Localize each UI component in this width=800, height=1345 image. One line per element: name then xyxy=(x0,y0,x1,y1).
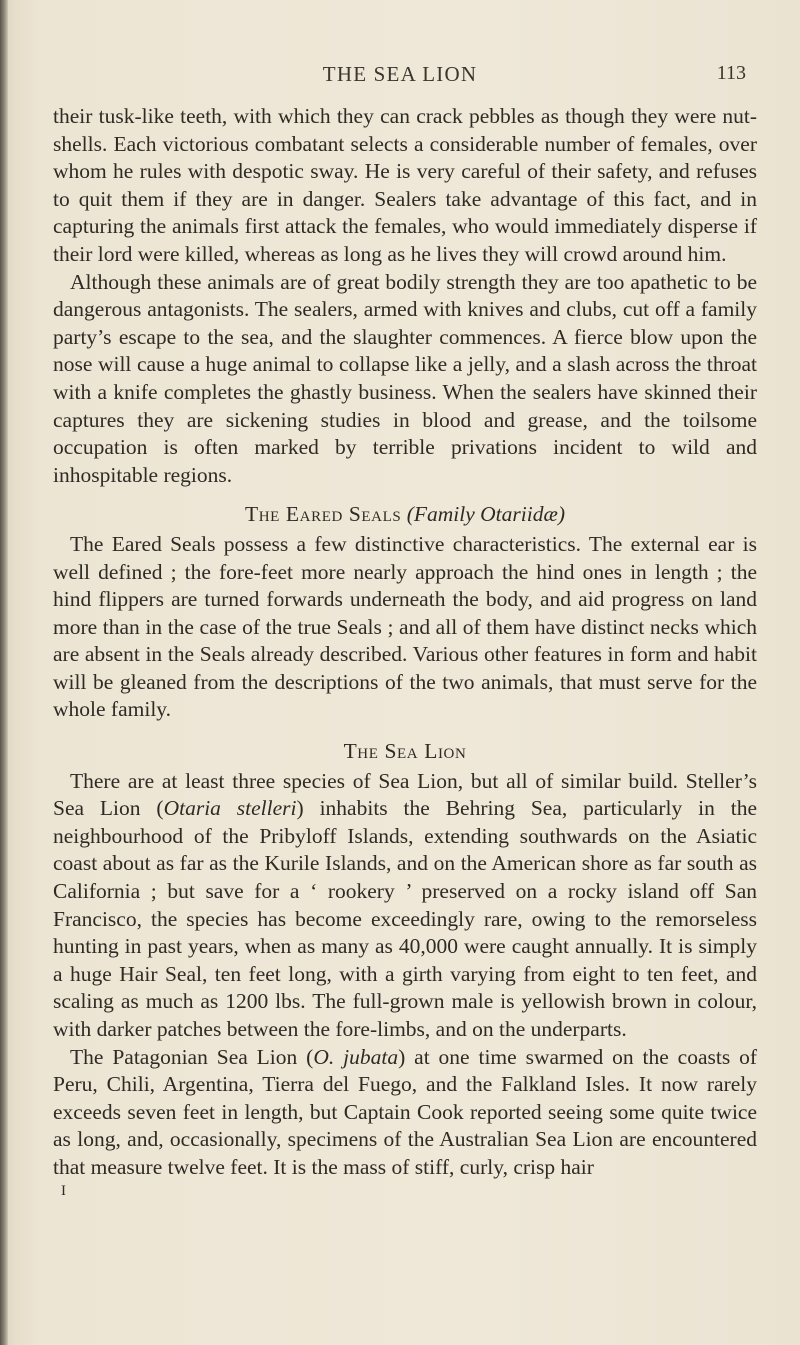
paragraph-patagonian xyxy=(53,1044,757,1182)
paragraph-continued: their tusk-like teeth, with which they can crack pebbles as though they were nut-shells. Each victorious combatant selects a considerable number of females, over whom he rules with despotic sway. He is very careful of their safety, and refuses to quit them if they are in danger. Sealers take advantage of this fact, and in capturing the animals first attack the females, who would immediately disperse if their lord were killed, whereas as long as he lives they will crowd around him. xyxy=(53,104,757,266)
paragraph-steller-start: There are at least three species of Sea Lion, but all of similar build. Steller’s Sea Lion ( xyxy=(53,768,757,821)
body-text xyxy=(53,103,757,1200)
heading-eared-seals-title: The Eared Seals xyxy=(245,502,402,527)
page-binding-shadow xyxy=(0,0,8,1345)
species-name-o-jubata: O. jubata xyxy=(313,1044,399,1069)
paragraph-steller-rest: ) inhabits the Behring Sea, particularly in the neighbourhood of the Pribyloff Islands, extending southwards on the Asiatic coast about as far as the Kurile Islands, and on the American shore as far south as California ; but save for a ‘ rookery ’ preserved on a rocky island off San Francisco, the species has become exceedingly rare, owing to the remorseless hunting in past years, when as many as 40,000 were caught annually. It is simply a huge Hair Seal, ten feet long, with a girth varying from eight to ten feet, and scaling as much as 1200 lbs. The full-grown male is yellowish brown in colour, with darker patches between the fore-limbs, and on the underparts. xyxy=(53,796,757,1041)
paragraph-steller xyxy=(53,768,757,1044)
heading-close-paren: ) xyxy=(557,502,565,527)
running-header xyxy=(0,62,800,92)
heading-sea-lion: The Sea Lion xyxy=(343,739,467,764)
heading-eared-seals-family: Family Otariidæ xyxy=(413,502,558,527)
heading-open-paren: ( xyxy=(401,502,414,527)
species-name-otaria-stelleri: Otaria stelleri xyxy=(163,796,297,821)
paragraph-eared-seals: The Eared Seals possess a few distinctive characteristics. The external ear is well defined ; the fore-feet more nearly approach the hind ones in length ; the hind flippers are turned forwards underneath the body, and aid progress on land more than in the case of the true Seals ; and all of them have distinct necks which are absent in the Seals already described. Various other features in form and habit will be gleaned from the descriptions of the two animals, that must serve for the whole family. xyxy=(53,531,757,722)
paragraph-patagonian-start: The Patagonian Sea Lion ( xyxy=(70,1044,314,1069)
paragraph-sealers: Although these animals are of great bodily strength they are too apathetic to be dangerous antagonists. The sealers, armed with knives and clubs, cut off a family party’s escape to the sea, and the slaughter commences. A fierce blow upon the nose will cause a huge animal to collapse like a jelly, and a slash across the throat with a knife completes the ghastly business. When the sealers have skinned their captures they are sickening studies in blood and grease, and the toilsome occupation is often marked by terrible privations incident to wild and inhospitable regions. xyxy=(53,269,757,487)
page-number: 113 xyxy=(716,62,746,84)
paragraph-patagonian-rest: ) at one time swarmed on the coasts of Peru, Chili, Argentina, Tierra del Fuego, and the Falkland Isles. It now rarely exceeds seven feet in length, but Captain Cook reported seeing some quite twice as long, and, occasionally, specimens of the Australian Sea Lion are encountered that measure twelve feet. It is the mass of stiff, curly, crisp hair xyxy=(53,1044,757,1179)
running-title: THE SEA LION xyxy=(322,62,478,86)
printer-signature-mark: I xyxy=(61,1182,66,1199)
heading-eared-seals xyxy=(53,501,757,529)
